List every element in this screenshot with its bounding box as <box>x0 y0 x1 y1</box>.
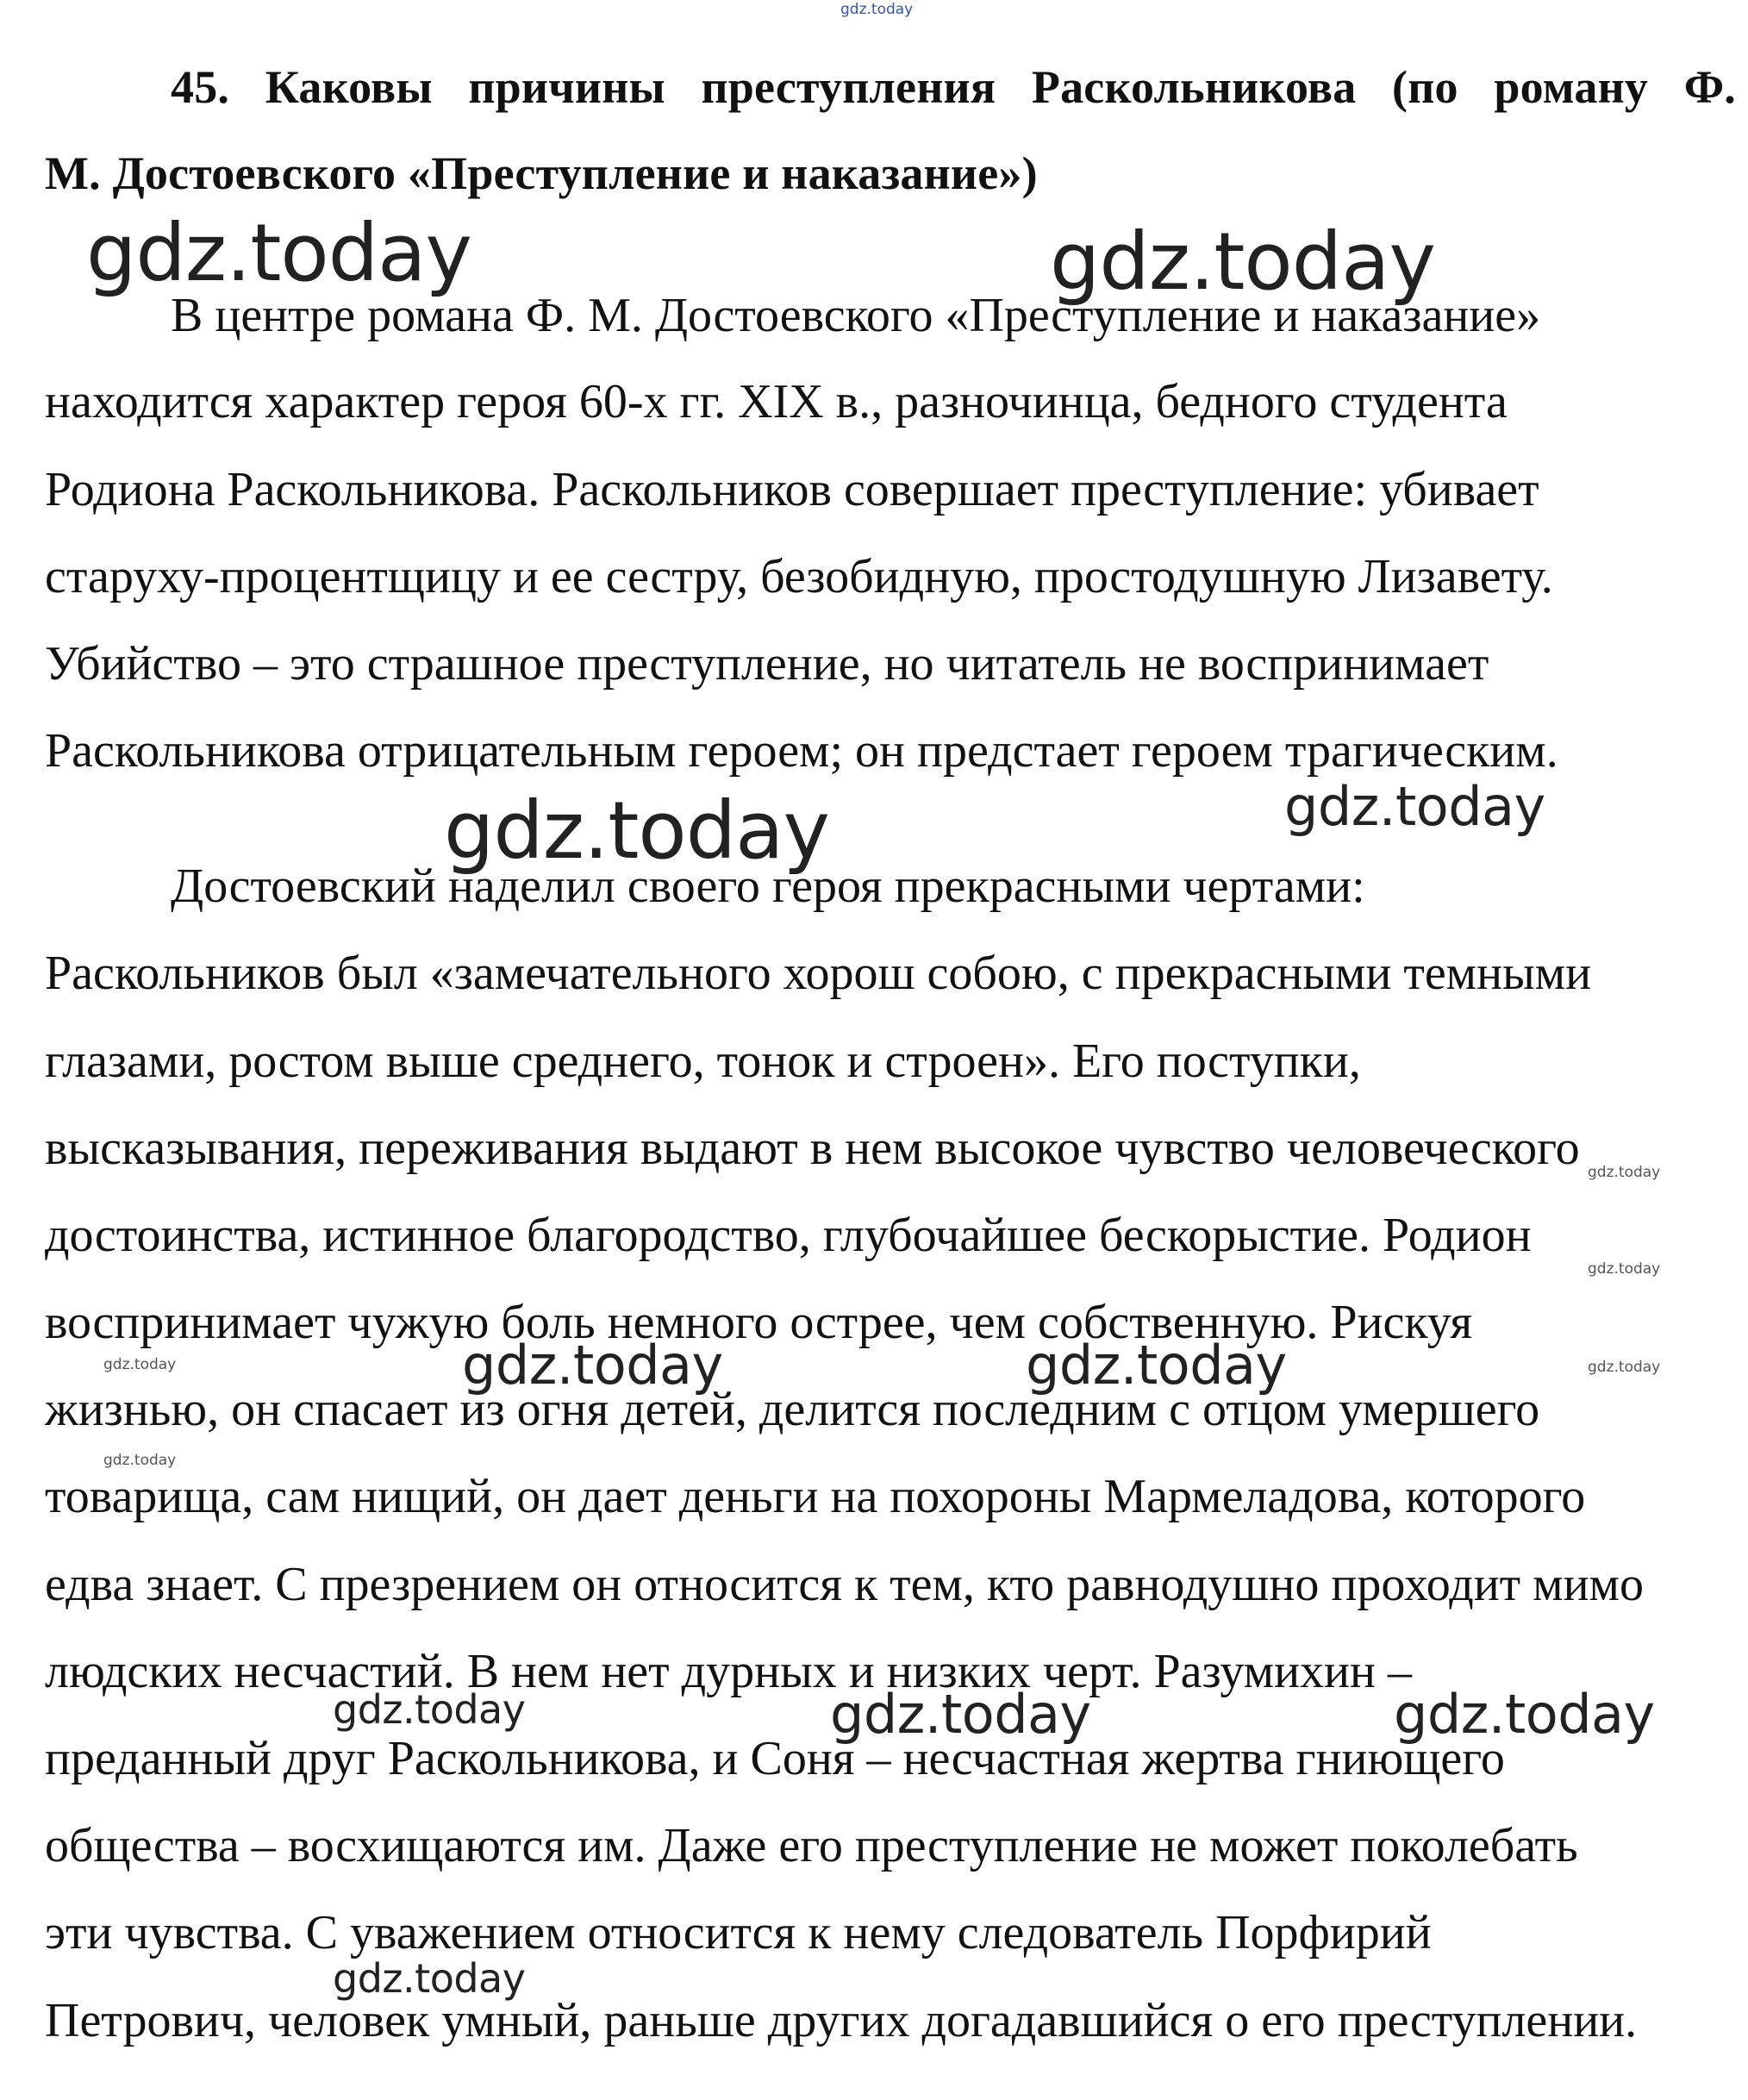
watermark: gdz.today <box>333 1686 526 1733</box>
watermark: gdz.today <box>1394 1683 1655 1746</box>
paragraph-2-line-7: жизнью, он спасает из огня детей, делится последним с отцом умершего <box>45 1383 1540 1436</box>
watermark: gdz.today <box>444 784 829 877</box>
title-line-1: 45. Каковы причины преступления Раскольникова (по роману Ф. <box>171 61 1736 113</box>
paragraph-1-line-2: находится характер героя 60-х гг. XIX в., разночинца, бедного студента <box>45 375 1508 428</box>
watermark-tiny: gdz.today <box>1588 1260 1661 1278</box>
paragraph-1-line-3: Родиона Раскольникова. Раскольников совершает преступление: убивает <box>45 463 1539 516</box>
paragraph-2-line-14: Петрович, человек умный, раньше других догадавшийся о его преступлении. <box>45 1994 1638 2047</box>
paragraph-1-line-5: Убийство – это страшное преступление, но читатель не воспринимает <box>45 637 1489 691</box>
paragraph-2-line-1: Достоевский наделил своего героя прекрасными чертами: <box>171 859 1365 913</box>
watermark: gdz.today <box>86 207 471 299</box>
watermark-tiny: gdz.today <box>1588 1164 1661 1181</box>
watermark: gdz.today <box>1050 216 1435 308</box>
watermark-tiny: gdz.today <box>1588 1359 1661 1376</box>
paragraph-2-line-3: глазами, ростом выше среднего, тонок и строен». Его поступки, <box>45 1034 1361 1088</box>
title-line-2: М. Достоевского «Преступление и наказание») <box>45 147 1038 199</box>
paragraph-2-line-5: достоинства, истинное благородство, глубочайшее бескорыстие. Родион <box>45 1209 1532 1262</box>
paragraph-1-line-1: В центре романа Ф. М. Достоевского «Преступление и наказание» <box>171 289 1541 342</box>
paragraph-2-line-8: товарища, сам нищий, он дает деньги на похороны Мармеладова, которого <box>45 1470 1586 1523</box>
paragraph-2-line-4: высказывания, переживания выдают в нем высокое чувство человеческого <box>45 1122 1580 1175</box>
paragraph-1-line-6: Раскольникова отрицательным героем; он предстает героем трагическим. <box>45 724 1558 778</box>
watermark: gdz.today <box>1284 775 1545 838</box>
paragraph-2-line-10: людских несчастий. В нем нет дурных и низких черт. Разумихин – <box>45 1645 1412 1698</box>
watermark: gdz.today <box>1026 1334 1287 1397</box>
paragraph-2-line-2: Раскольников был «замечательного хорош собою, с прекрасными темными <box>45 947 1592 1000</box>
watermark: gdz.today <box>333 1955 526 2002</box>
watermark-top: gdz.today <box>840 1 914 18</box>
paragraph-2-line-11: преданный друг Раскольникова, и Соня – несчастная жертва гниющего <box>45 1732 1505 1785</box>
watermark-tiny: gdz.today <box>103 1452 177 1469</box>
watermark-tiny: gdz.today <box>103 1356 177 1373</box>
watermark: gdz.today <box>462 1334 723 1397</box>
watermark: gdz.today <box>830 1683 1091 1746</box>
paragraph-2-line-6: воспринимает чужую боль немного острее, чем собственную. Рискуя <box>45 1296 1473 1349</box>
paragraph-1-line-4: старуху-процентщицу и ее сестру, безобидную, простодушную Лизавету. <box>45 550 1553 603</box>
paragraph-2-line-9: едва знает. С презрением он относится к тем, кто равнодушно проходит мимо <box>45 1558 1644 1611</box>
paragraph-2-line-12: общества – восхищаются им. Даже его преступление не может поколебать <box>45 1819 1578 1872</box>
paragraph-2-line-13: эти чувства. С уважением относится к нему следователь Порфирий <box>45 1906 1432 1959</box>
